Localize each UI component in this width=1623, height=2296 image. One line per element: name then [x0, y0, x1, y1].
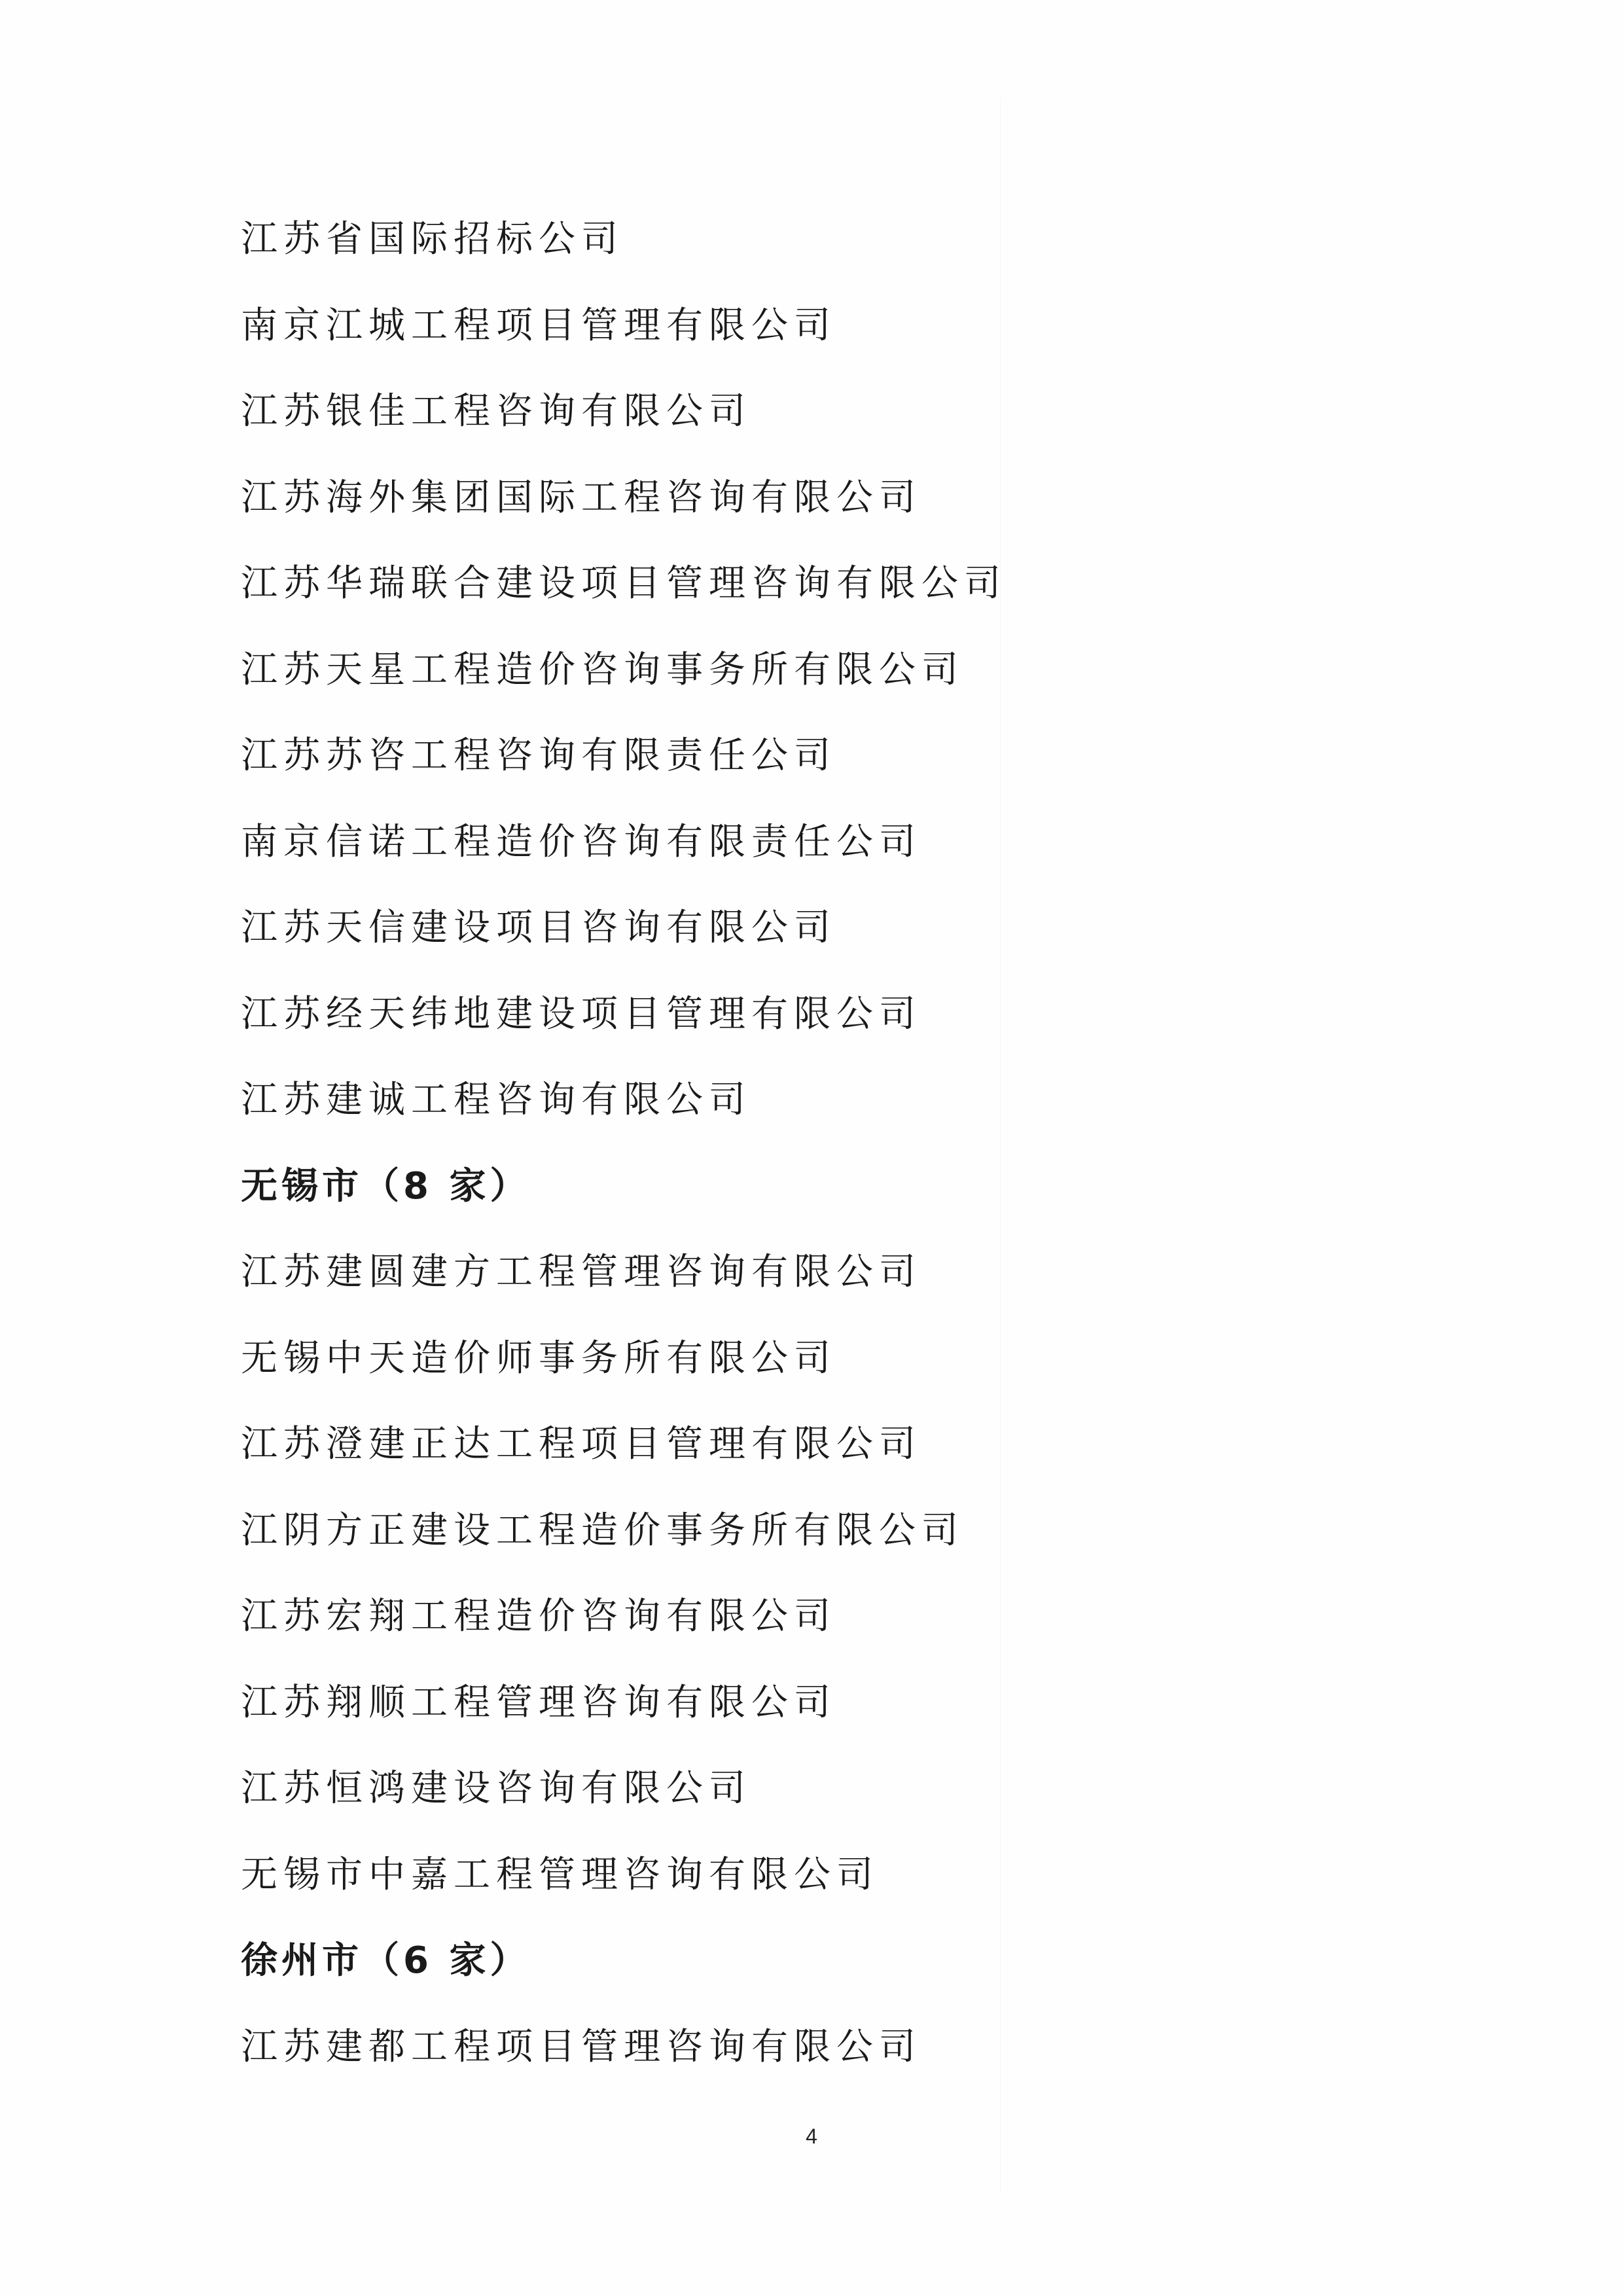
company-name: 江苏华瑞联合建设项目管理咨询有限公司 — [241, 562, 1007, 605]
company-name: 江苏省国际招标公司 — [241, 218, 624, 260]
company-name: 江阴方正建设工程造价事务所有限公司 — [241, 1509, 964, 1552]
company-name: 江苏苏咨工程咨询有限责任公司 — [241, 734, 836, 777]
company-list — [241, 196, 1484, 2090]
company-name: 江苏天信建设项目咨询有限公司 — [241, 906, 836, 949]
company-name: 江苏建诚工程咨询有限公司 — [241, 1079, 751, 1121]
company-name: 江苏宏翔工程造价咨询有限公司 — [241, 1595, 836, 1638]
company-name: 江苏银佳工程咨询有限公司 — [241, 390, 751, 433]
company-name: 江苏恒鸿建设咨询有限公司 — [241, 1767, 751, 1810]
company-name: 无锡中天造价师事务所有限公司 — [241, 1336, 836, 1380]
company-name: 江苏翔顺工程管理咨询有限公司 — [241, 1681, 836, 1724]
company-name: 江苏海外集团国际工程咨询有限公司 — [241, 476, 921, 519]
company-name: 江苏建都工程项目管理咨询有限公司 — [241, 2025, 921, 2068]
page-number: 4 — [806, 2125, 817, 2148]
company-name: 无锡市中嘉工程管理咨询有限公司 — [241, 1853, 879, 1896]
company-name: 江苏建圆建方工程管理咨询有限公司 — [241, 1251, 921, 1293]
company-name: 江苏天星工程造价咨询事务所有限公司 — [241, 648, 964, 691]
company-name: 江苏经天纬地建设项目管理有限公司 — [241, 992, 921, 1035]
company-name: 南京信诺工程造价咨询有限责任公司 — [241, 820, 921, 863]
company-name: 江苏澄建正达工程项目管理有限公司 — [241, 1423, 921, 1465]
company-name: 南京江城工程项目管理有限公司 — [241, 304, 836, 347]
city-heading: 无锡市（8 家） — [241, 1164, 531, 1208]
city-heading: 徐州市（6 家） — [241, 1939, 531, 1982]
